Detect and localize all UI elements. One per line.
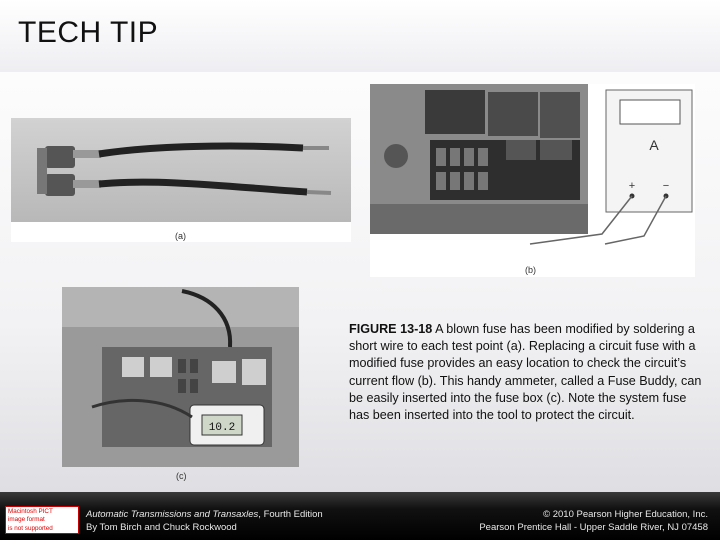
figure-c-label: (c): [176, 471, 187, 481]
figure-a-label: (a): [175, 231, 186, 241]
footer-right: [479, 508, 708, 534]
figure-b-label: (b): [525, 265, 536, 275]
notice-line-2: image format: [8, 516, 45, 524]
figure-number: FIGURE 13-18: [349, 322, 433, 336]
figure-b-photo: [370, 84, 695, 277]
book-edition: , Fourth Edition: [258, 509, 323, 520]
notice-line-3: is not supported: [8, 524, 53, 532]
footer-bar: [0, 492, 720, 540]
book-title: Automatic Transmissions and Transaxles: [86, 509, 259, 520]
copyright: © 2010 Pearson Higher Education, Inc.: [543, 509, 708, 520]
meter-plus: +: [628, 180, 636, 192]
unsupported-image-notice: [5, 506, 79, 534]
slide-title: TECH TIP: [18, 16, 159, 49]
meter-letter: A: [649, 137, 659, 153]
figure-a-photo: [11, 118, 351, 242]
figure-c-photo: [62, 287, 299, 467]
caption-text: A blown fuse has been modified by soldering a short wire to each test point (a). Replacing a circuit fuse with a modified fuse provides an easy location to check the circuit’s current flow (b). This handy ammeter, called a Fuse Buddy, can be easily inserted into the fuse box (c). Note the system fuse has been inserted into the tool to protect the circuit.: [349, 322, 702, 423]
notice-line-1: Macintosh PICT: [8, 508, 53, 515]
figure-caption: [349, 321, 704, 424]
footer-left: [86, 508, 323, 534]
buddy-display: 10.2: [208, 422, 236, 434]
meter-minus: −: [662, 180, 670, 192]
book-authors: By Tom Birch and Chuck Rockwood: [86, 522, 237, 533]
publisher: Pearson Prentice Hall - Upper Saddle River, NJ 07458: [479, 522, 708, 533]
